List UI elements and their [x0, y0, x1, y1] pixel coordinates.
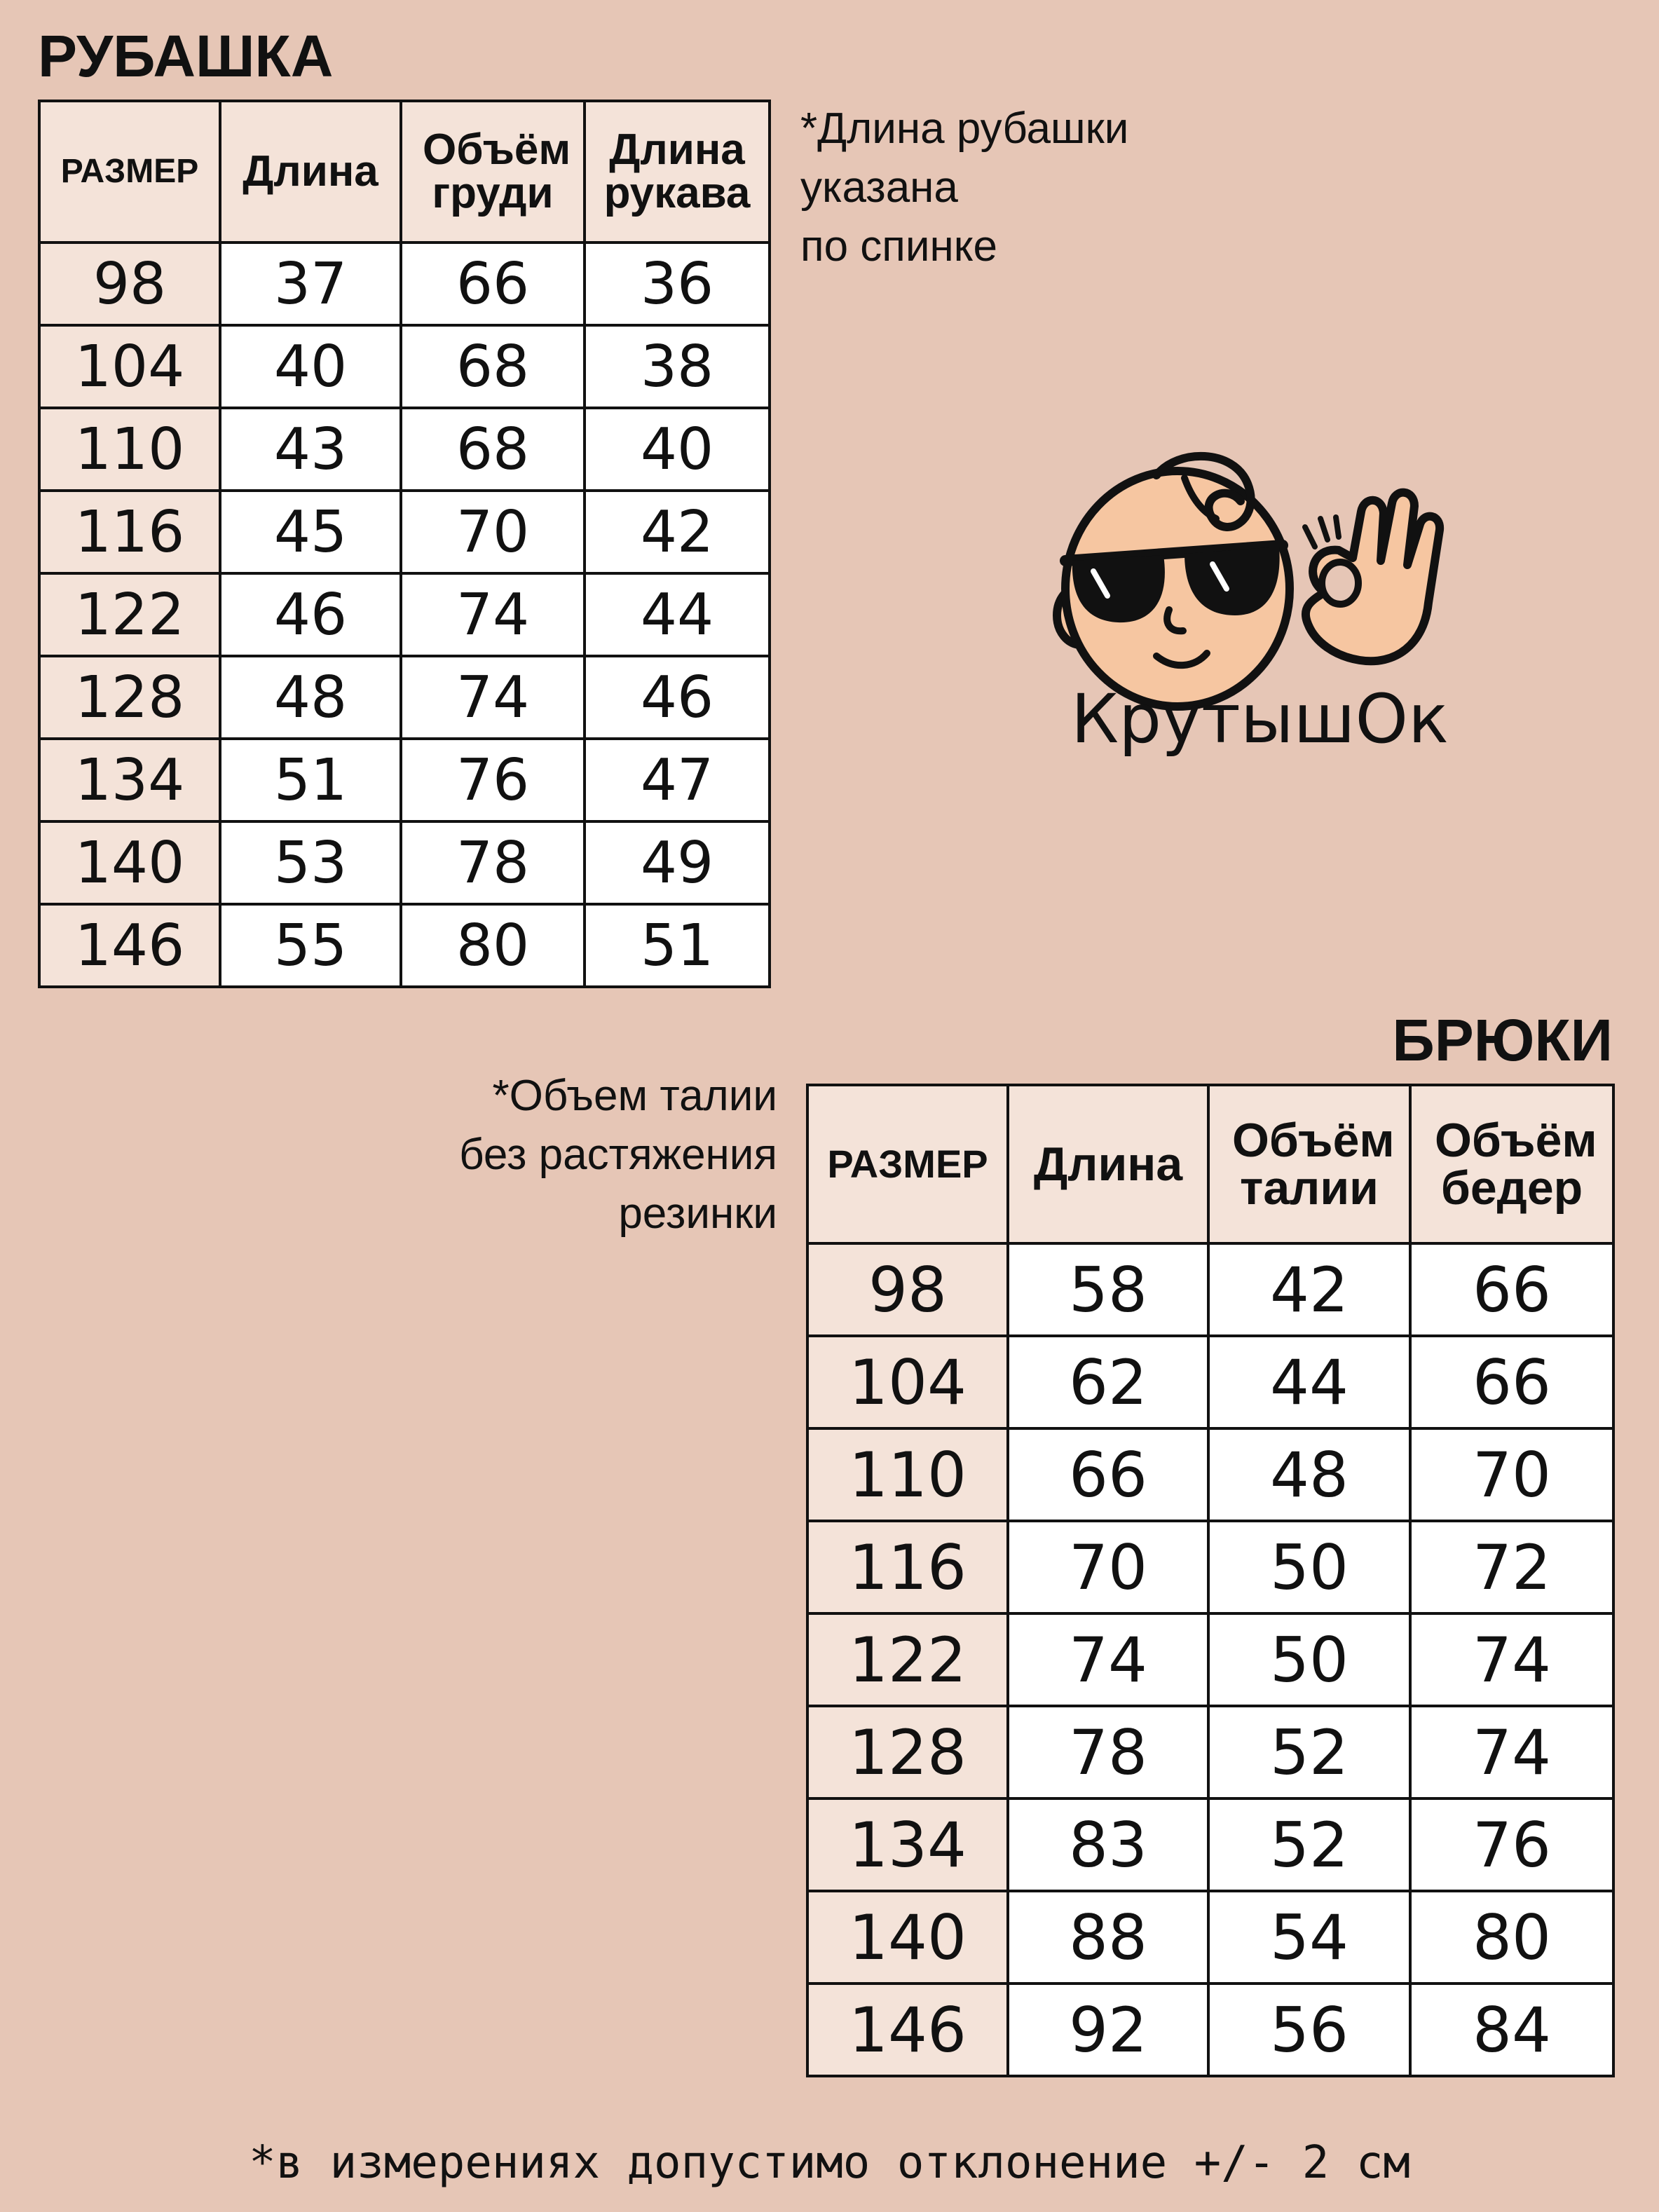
- value-cell: 42: [1208, 1243, 1410, 1336]
- value-cell: 74: [1410, 1706, 1613, 1798]
- value-cell: 55: [220, 904, 401, 987]
- value-cell: 66: [1410, 1243, 1613, 1336]
- size-cell: 146: [807, 1984, 1008, 2076]
- table-row: [807, 1243, 1613, 1336]
- table-row: [39, 243, 770, 325]
- value-cell: 38: [585, 325, 770, 408]
- size-cell: 98: [807, 1243, 1008, 1336]
- size-cell: 110: [807, 1428, 1008, 1521]
- shirt-size-table: [38, 100, 771, 988]
- pants-title: БРЮКИ: [1392, 1007, 1613, 1073]
- size-cell: 128: [807, 1706, 1008, 1798]
- size-cell: 140: [39, 821, 220, 904]
- size-cell: 116: [807, 1521, 1008, 1613]
- value-cell: 53: [220, 821, 401, 904]
- value-cell: 78: [401, 821, 585, 904]
- value-cell: 51: [220, 739, 401, 821]
- value-cell: 70: [401, 491, 585, 573]
- header-hips-label: Объём бедер: [1435, 1114, 1597, 1215]
- value-cell: 50: [1208, 1613, 1410, 1706]
- value-cell: 47: [585, 739, 770, 821]
- size-cell: 122: [807, 1613, 1008, 1706]
- header-hips: [1410, 1085, 1613, 1243]
- table-row: [807, 1891, 1613, 1984]
- shirt-note: [800, 100, 1128, 276]
- shirt-note-line: по спинке: [800, 222, 998, 271]
- header-sleeve: [585, 101, 770, 243]
- value-cell: 40: [585, 408, 770, 491]
- value-cell: 40: [220, 325, 401, 408]
- value-cell: 49: [585, 821, 770, 904]
- header-size: РАЗМЕР: [807, 1085, 1008, 1243]
- value-cell: 37: [220, 243, 401, 325]
- value-cell: 66: [1410, 1336, 1613, 1428]
- value-cell: 88: [1008, 1891, 1208, 1984]
- tolerance-note: *в измерениях допустимо отклонение +/- 2 см: [249, 2137, 1410, 2189]
- value-cell: 92: [1008, 1984, 1208, 2076]
- size-cell: 98: [39, 243, 220, 325]
- value-cell: 74: [1410, 1613, 1613, 1706]
- pants-note: [459, 1067, 777, 1243]
- value-cell: 46: [585, 656, 770, 739]
- size-cell: 140: [807, 1891, 1008, 1984]
- size-cell: 116: [39, 491, 220, 573]
- size-cell: 146: [39, 904, 220, 987]
- table-row: [39, 656, 770, 739]
- value-cell: 44: [1208, 1336, 1410, 1428]
- table-row: [39, 573, 770, 656]
- pants-note-line: *Объем талии: [492, 1072, 777, 1120]
- table-row: [39, 739, 770, 821]
- header-waist-label: Объём талии: [1232, 1114, 1395, 1215]
- pants-note-line: без растяжения: [459, 1131, 777, 1179]
- value-cell: 70: [1410, 1428, 1613, 1521]
- value-cell: 66: [401, 243, 585, 325]
- value-cell: 45: [220, 491, 401, 573]
- value-cell: 80: [1410, 1891, 1613, 1984]
- value-cell: 48: [220, 656, 401, 739]
- shirt-title: РУБАШКА: [38, 23, 334, 89]
- size-cell: 128: [39, 656, 220, 739]
- pants-size-table: [806, 1084, 1615, 2077]
- table-row: [807, 1798, 1613, 1891]
- value-cell: 74: [401, 656, 585, 739]
- size-cell: 110: [39, 408, 220, 491]
- value-cell: 51: [585, 904, 770, 987]
- shirt-note-line: указана: [800, 163, 958, 212]
- value-cell: 68: [401, 325, 585, 408]
- header-chest: [401, 101, 585, 243]
- value-cell: 52: [1208, 1798, 1410, 1891]
- table-header-row: [807, 1085, 1613, 1243]
- table-row: [39, 821, 770, 904]
- table-row: [39, 408, 770, 491]
- value-cell: 56: [1208, 1984, 1410, 2076]
- size-cell: 122: [39, 573, 220, 656]
- table-header-row: [39, 101, 770, 243]
- value-cell: 76: [1410, 1798, 1613, 1891]
- value-cell: 74: [401, 573, 585, 656]
- size-cell: 134: [807, 1798, 1008, 1891]
- shirt-note-line: *Длина рубашки: [800, 104, 1129, 153]
- value-cell: 83: [1008, 1798, 1208, 1891]
- value-cell: 43: [220, 408, 401, 491]
- pants-note-line: резинки: [618, 1189, 777, 1238]
- table-row: [807, 1336, 1613, 1428]
- table-row: [39, 904, 770, 987]
- value-cell: 44: [585, 573, 770, 656]
- table-row: [807, 1706, 1613, 1798]
- value-cell: 80: [401, 904, 585, 987]
- size-cell: 104: [39, 325, 220, 408]
- value-cell: 36: [585, 243, 770, 325]
- value-cell: 70: [1008, 1521, 1208, 1613]
- table-row: [39, 491, 770, 573]
- value-cell: 74: [1008, 1613, 1208, 1706]
- header-sleeve-label: Длина рукава: [603, 125, 751, 217]
- value-cell: 50: [1208, 1521, 1410, 1613]
- table-row: [807, 1521, 1613, 1613]
- value-cell: 52: [1208, 1706, 1410, 1798]
- value-cell: 72: [1410, 1521, 1613, 1613]
- header-length: Длина: [1008, 1085, 1208, 1243]
- value-cell: 68: [401, 408, 585, 491]
- table-row: [807, 1613, 1613, 1706]
- value-cell: 42: [585, 491, 770, 573]
- value-cell: 76: [401, 739, 585, 821]
- value-cell: 78: [1008, 1706, 1208, 1798]
- table-row: [39, 325, 770, 408]
- table-row: [807, 1984, 1613, 2076]
- header-chest-label: Объём груди: [423, 125, 571, 217]
- header-size: РАЗМЕР: [39, 101, 220, 243]
- value-cell: 48: [1208, 1428, 1410, 1521]
- brand-logo-text: КрутышОк: [1071, 680, 1449, 758]
- size-cell: 134: [39, 739, 220, 821]
- value-cell: 46: [220, 573, 401, 656]
- value-cell: 66: [1008, 1428, 1208, 1521]
- table-row: [807, 1428, 1613, 1521]
- value-cell: 84: [1410, 1984, 1613, 2076]
- value-cell: 62: [1008, 1336, 1208, 1428]
- header-length: Длина: [220, 101, 401, 243]
- header-waist: [1208, 1085, 1410, 1243]
- value-cell: 58: [1008, 1243, 1208, 1336]
- size-cell: 104: [807, 1336, 1008, 1428]
- value-cell: 54: [1208, 1891, 1410, 1984]
